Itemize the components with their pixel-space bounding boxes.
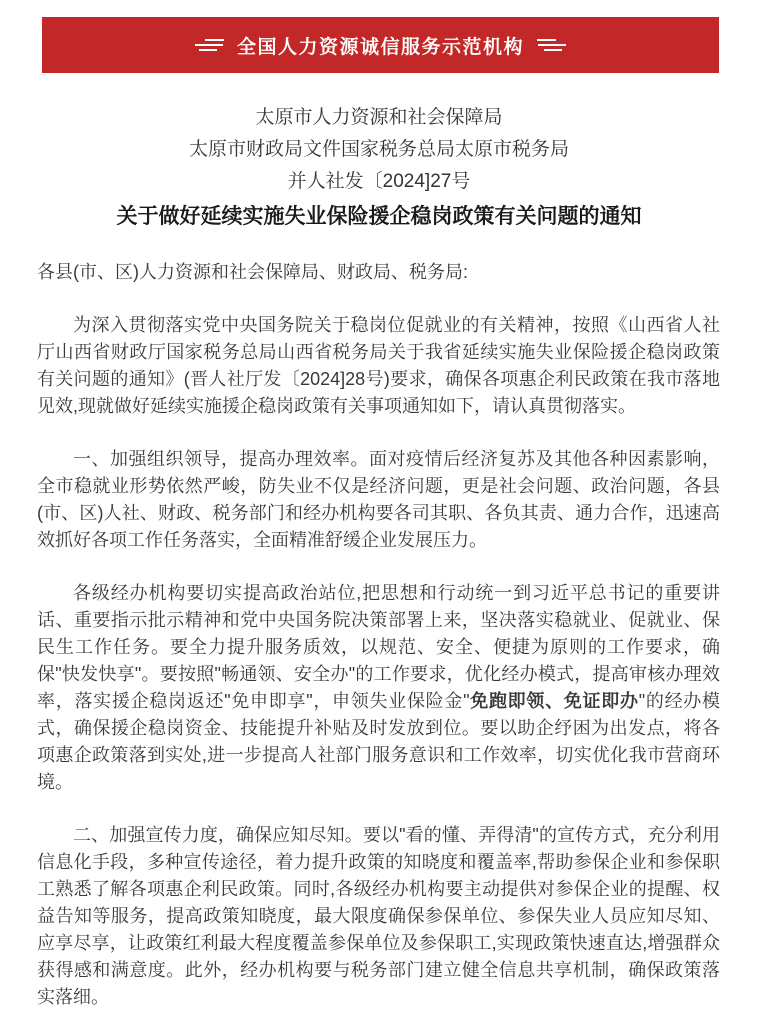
paragraph-intro <box>37 312 720 420</box>
paragraph-run: "的经办模式，确保援企稳岗资金、技能提升补贴及时发放到位。要以助企纾困为出发点，将各项惠企政策落到实处,进一步提高人社部门服务意识和工作效率，切实优化我市营商环境。 <box>37 691 721 792</box>
issuing-org-line-1: 太原市人力资源和社会保障局 <box>255 107 503 128</box>
paragraph-run: 二、加强宣传力度，确保应知尽知。要以"看的懂、弄得清"的宣传方式，充分利用信息化手段，多种宣传途径，着力提升政策的知晓度和覆盖率,帮助参保企业和参保职工熟悉了解各项惠企利民政策。同时,各级经办机构要主动提供对参保企业的提醒、权益告知等服务，提高政策知晓度，最大限度确保参保单位、参保失业人员应知尽知、应享尽享，让政策红利最大程度覆盖参保单位及参保职工,实现政策快速直达,增强群众获得感和满意度。此外，经办机构要与税务部门建立健全信息共享机制，确保政策落实落细。 <box>37 825 720 1007</box>
paragraph-section-2 <box>37 822 720 1011</box>
document-page <box>0 17 758 1007</box>
banner-title: 全国人力资源诚信服务示范机构 <box>236 36 524 58</box>
document-body <box>37 259 720 1011</box>
speed-lines-left-icon <box>195 39 224 51</box>
document-number: 并人社发〔2024]27号 <box>287 171 471 192</box>
paragraph-run: 一、加强组织领导，提高办理效率。面对疫情后经济复苏及其他各种因素影响，全市稳就业形势依然严峻，防失业不仅是经济问题，更是社会问题、政治问题，各县(市、区)人社、财政、税务部门和经办机构要各司其职、各负其责、通力合作，迅速高效抓好各项工作任务落实，全面精准舒缓企业发展压力。 <box>37 449 720 550</box>
speed-lines-right-icon <box>537 39 566 51</box>
paragraph-agencies <box>37 580 720 796</box>
document-header <box>0 102 758 233</box>
paragraph-section-1 <box>37 446 720 554</box>
paragraph-bold-run: 免跑即领、免证即办 <box>469 691 639 711</box>
paragraph-run: 各级经办机构要切实提高政治站位,把思想和行动统一到习近平总书记的重要讲话、重要指示批示精神和党中央国务院决策部署上来，坚决落实稳就业、促就业、保民生工作任务。要全力提升服务质效，以规范、安全、便捷为原则的工作要求，确保"快发快享"。要按照"畅通领、安全办"的工作要求，优化经办模式，提高审核办理效率，落实援企稳岗返还"免申即享"，申领失业保险金" <box>37 583 720 711</box>
issuing-org-line-2: 太原市财政局文件国家税务总局太原市税务局 <box>188 139 569 160</box>
certification-banner <box>42 17 719 73</box>
recipients-line: 各县(市、区)人力资源和社会保障局、财政局、税务局: <box>37 262 468 282</box>
document-title: 关于做好延续实施失业保险援企稳岗政策有关问题的通知 <box>116 205 642 228</box>
paragraph-run: 为深入贯彻落实党中央国务院关于稳岗位促就业的有关精神，按照《山西省人社厅山西省财政厅国家税务总局山西省税务局关于我省延续实施失业保险援企稳岗政策有关问题的通知》(晋人社厅发〔2024]28号)要求，确保各项惠企利民政策在我市落地见效,现就做好延续实施援企稳岗政策有关事项通知如下，请认真贯彻落实。 <box>37 315 720 416</box>
